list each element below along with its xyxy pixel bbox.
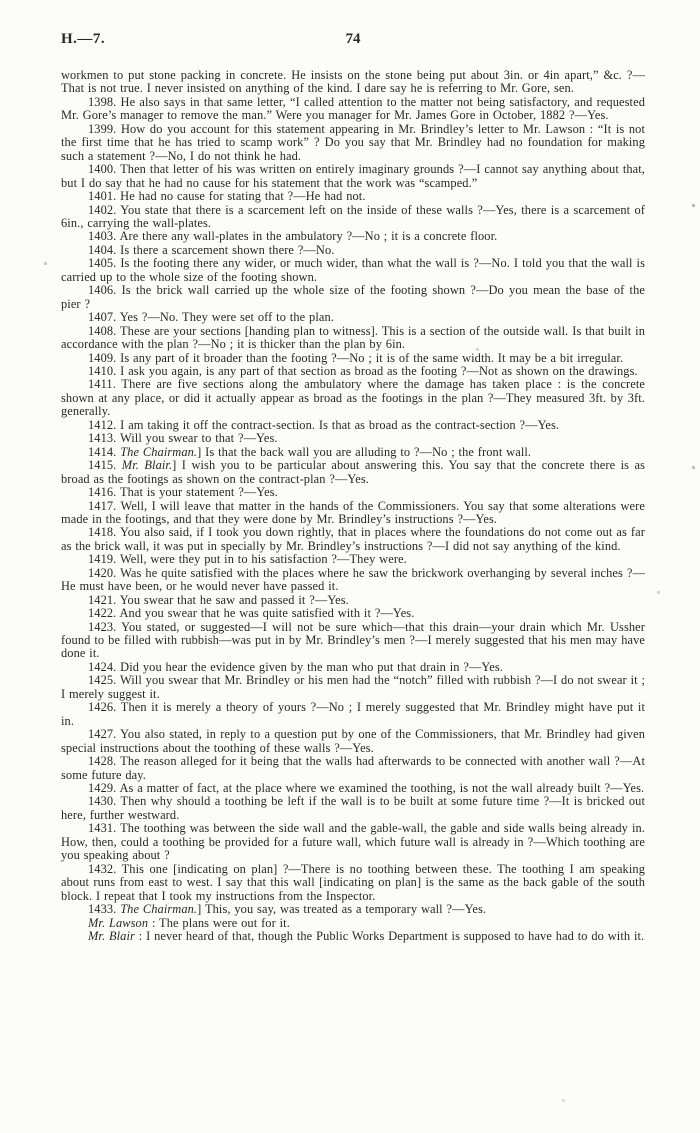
text-segment: ] I wish you to be particular about answering this. You say that the concrete there is as broad as the footings as shown on the contract-plan ?—Yes. [61,458,645,486]
paragraph [61,311,645,324]
paragraph [61,230,645,243]
text-segment: 1414. [88,444,121,459]
text-segment: 1423. You stated, or suggested—I will not be sure which—that this drain—your drain which Mr. Ussher found to be filled with rubbish—was put in by Mr. Brindley’s men ?—I merely suggested that his men may have done it. [61,619,645,661]
paragraph [61,661,645,674]
text-segment: 1401. He had no cause for stating that ?—He had not. [88,189,366,204]
paragraph [61,863,645,903]
text-segment: 1412. I am taking it off the contract-section. Is that as broad as the contract-section ?—Yes. [88,417,560,432]
text-segment: 1399. How do you account for this statement appearing in Mr. Brindley’s letter to Mr. Lawson : “It is not the first time that he has tried to scamp work” ? Do you say that Mr. Brindley had no foundation for making such a statement ?—No, I do not think he had. [61,121,645,163]
text-segment: : I never heard of that, though the Public Works Department is supposed to have had to do with it. [134,929,645,943]
paragraph [61,244,645,257]
paragraph [61,930,645,943]
text-segment: 1432. This one [indicating on plan] ?—There is no toothing between these. The toothing I am speaking about runs from east to west. I say that this wall [indicating on plan] is the same as the back gable of the south block. I repeat that I took my instructions from the Inspector. [61,861,645,903]
paragraph [61,378,645,418]
text-segment: 1415. [88,458,122,473]
paragraph [61,903,645,916]
paragraph [61,352,645,365]
document-reference: H.—7. [61,31,106,47]
paragraph [61,190,645,203]
scan-speckles [0,0,1,1]
page-header [61,31,645,48]
paragraph [61,486,645,499]
paragraph [61,621,645,661]
paragraph [61,674,645,701]
text-segment: 1418. You also said, if I took you down rightly, that in places where the foundations do not come out as far as the brick wall, it was put in specially by Mr. Brindley’s instructions ?—I did not say anything of the kind. [61,525,645,553]
text-segment: : The plans were out for it. [148,915,290,930]
text-segment: ] This, you say, was treated as a temporary wall ?—Yes. [197,902,487,917]
page-number: 74 [345,31,361,47]
paragraph [61,500,645,527]
text-segment: 1428. The reason alleged for it being that the walls had afterwards to be connected with another wall ?—At some future day. [61,754,645,782]
paragraph [61,96,645,123]
paragraph [61,123,645,163]
text-segment: 1406. Is the brick wall carried up the whole size of the footing shown ?—Do you mean the base of the pier ? [61,283,645,311]
document-body [61,69,645,943]
text-segment: 1402. You state that there is a scarcement left on the inside of these walls ?—Yes, there is a scarcement of 6in., carrying the wall-plates. [61,202,645,230]
text-segment: workmen to put stone packing in concrete. He insists on the stone being put about 3in. or 4in apart,” &c. ?—That is not true. I never insisted on anything of the kind. I dare say he is referring to Mr. Gore, sen. [61,68,645,96]
paragraph [61,526,645,553]
speaker-name: The Chairman. [120,444,198,459]
paragraph [61,284,645,311]
text-segment: 1416. That is your statement ?—Yes. [88,485,278,500]
text-segment: 1427. You also stated, in reply to a question put by one of the Commissioners, that Mr. Brindley had given special instructions about the toothing of these walls ?—Yes. [61,727,645,755]
text-segment: 1413. Will you swear to that ?—Yes. [88,431,278,446]
text-segment: 1429. As a matter of fact, at the place where we examined the toothing, is not the wall already built ?—Yes. [88,781,645,796]
paragraph [61,204,645,231]
text-segment: 1430. Then why should a toothing be left if the wall is to be built at some future time ?—It is bricked out here, further westward. [61,794,645,822]
paragraph [61,419,645,432]
paragraph [61,567,645,594]
text-segment: 1426. Then it is merely a theory of yours ?—No ; I merely suggested that Mr. Brindley might have put it in. [61,700,645,728]
text-segment: 1404. Is there a scarcement shown there ?—No. [88,242,335,257]
speaker-name: Mr. Blair. [121,458,173,473]
speaker-name: The Chairman. [120,902,198,917]
paragraph [61,325,645,352]
paragraph [61,822,645,862]
text-segment: 1421. You swear that he saw and passed it ?—Yes. [88,592,349,607]
text-segment: 1398. He also says in that same letter, “I called attention to the matter not being satisfactory, and requested Mr. Gore’s manager to remove the man.” Were you manager for Mr. James Gore in October, 1882 ?—Yes. [61,94,645,123]
speaker-name: Mr. Lawson [88,915,149,930]
paragraph [61,728,645,755]
paragraph [61,594,645,607]
text-segment: 1433. [88,902,121,917]
text-segment: 1403. Are there any wall-plates in the ambulatory ?—No ; it is a concrete floor. [88,229,498,244]
text-segment: 1417. Well, I will leave that matter in the hands of the Commissioners. You say that some alterations were made in the footings, and that they were done by Mr. Brindley’s instructions ?—Yes. [61,498,645,526]
paragraph [61,163,645,190]
speaker-name: Mr. Blair [88,929,135,943]
text-segment: 1419. Well, were they put in to his satisfaction ?—They were. [88,552,407,567]
paragraph [61,701,645,728]
text-segment: 1431. The toothing was between the side wall and the gable-wall, the gable and side walls being already in. How, then, could a toothing be provided for a future wall, which future wall is already in ?—Which toothing are you speaking about ? [61,821,645,863]
text-segment: 1409. Is any part of it broader than the footing ?—No ; it is of the same width. It may be a bit irregular. [88,350,624,365]
paragraph [61,755,645,782]
paragraph [61,459,645,486]
text-segment: 1422. And you swear that he was quite satisfied with it ?—Yes. [88,606,415,621]
paragraph [61,69,645,96]
text-segment: 1425. Will you swear that Mr. Brindley or his men had the “notch” filled with rubbish ?—I do not swear it ; I merely suggest it. [61,673,645,701]
paragraph [61,917,645,930]
text-segment: 1400. Then that letter of his was written on entirely imaginary grounds ?—I cannot say anything about that, but I do say that he had no cause for his statement that the work was “scamped.” [61,162,645,190]
text-segment: 1420. Was he quite satisfied with the places where he saw the brickwork overhanging by several inches ?—He must have been, or he would never have passed it. [61,565,645,594]
paragraph [61,782,645,795]
paragraph [61,432,645,445]
text-segment: 1411. There are five sections along the ambulatory where the damage has taken place : is the concrete shown at any place, or did it actually appear as broad as the footings in the plan ?—They measured 3ft. by 3ft. generally. [61,377,645,419]
paragraph [61,553,645,566]
text-segment: 1405. Is the footing there any wider, or much wider, than what the wall is ?—No. I told you that the wall is carried up to the whole size of the footing shown. [61,256,645,284]
paragraph [61,446,645,459]
text-segment: 1408. These are your sections [handing plan to witness]. This is a section of the outside wall. Is that built in accordance with the plan ?—No ; it is thicker than the plan by 6in. [61,323,645,352]
text-segment: 1424. Did you hear the evidence given by the man who put that drain in ?—Yes. [88,659,503,674]
paragraph [61,365,645,378]
text-segment: ] Is that the back wall you are alluding to ?—No ; the front wall. [197,444,532,459]
paragraph [61,795,645,822]
paragraph [61,257,645,284]
paragraph [61,607,645,620]
text-segment: 1410. I ask you again, is any part of that section as broad as the footing ?—Not as shown on the drawings. [88,363,638,378]
text-segment: 1407. Yes ?—No. They were set off to the plan. [88,310,334,325]
